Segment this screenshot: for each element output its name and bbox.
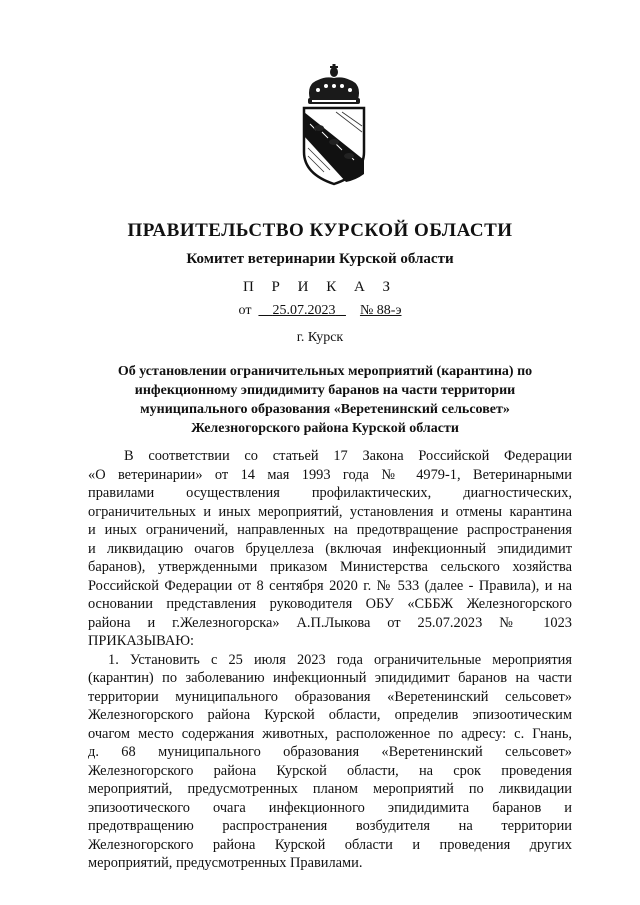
preamble-line: Российской Федерации от 8 сентября 2020 г. № 533 (далее - Правила), и на: [88, 577, 572, 594]
item-line: д. 68 муниципального образования «Веретенинский сельсовет»: [88, 744, 572, 760]
committee-name: Комитет ветеринарии Курской области: [186, 251, 454, 267]
item-line: очагом место содержания животных, расположенное по адресу: с. Гнань,: [88, 725, 572, 742]
document-type: П Р И К А З: [242, 279, 398, 295]
item-line: предотвращению распространения возбудителя на территории: [88, 818, 572, 834]
item-line: Железногорского района Курской области и проведения других: [88, 836, 572, 853]
preamble-line: баранов), утвержденными приказом Министерства сельского хозяйства: [88, 559, 572, 575]
item-line: (карантин) по заболеванию инфекционный эпидидимит баранов на части: [88, 670, 572, 686]
item-line: территории муниципального образования «Веретенинский сельсовет»: [88, 688, 572, 705]
item-line: Железногорского района Курской области, определив эпизоотическим: [88, 707, 572, 723]
document-subject: [100, 362, 550, 438]
preamble-line: основании представления руководителя ОБУ «СББЖ Железногорского: [88, 596, 572, 612]
kursk-coat-of-arms-icon: [296, 62, 372, 186]
order-word: ПРИКАЗЫВАЮ:: [88, 633, 195, 649]
preamble-line: правилами осуществления профилактических, диагностических,: [88, 485, 572, 501]
preamble-line: ограничительных и иных мероприятий, установления и отмены карантина: [88, 503, 572, 520]
date-line: [0, 303, 640, 319]
preamble-line: и ликвидацию очагов бруцеллеза (включая инфекционный эпидидимит: [88, 540, 572, 557]
item-line: Железногорского района Курской области, на срок проведения: [88, 762, 572, 779]
item-line: мероприятий, предусмотренных Правилами.: [88, 855, 363, 871]
subject-line: инфекционному эпидидимиту баранов на части территории: [134, 383, 516, 398]
government-title: ПРАВИТЕЛЬСТВО КУРСКОЙ ОБЛАСТИ: [127, 220, 513, 241]
document-date: 25.07.2023: [272, 303, 336, 318]
document-number: № 88-э: [359, 303, 402, 318]
preamble-line: «О ветеринарии» от 14 мая 1993 года № 4979-1, Ветеринарными: [88, 466, 572, 483]
subject-line: Железногорского района Курской области: [191, 421, 459, 436]
preamble-line: и иных ограничений, направленных на предотвращение распространения: [88, 522, 572, 538]
preamble-line: района и г.Железногорска» А.П.Лыкова от 25.07.2023 № 1023: [88, 614, 572, 631]
item-line: мероприятий, предусмотренных планом мероприятий по ликвидации: [88, 781, 572, 797]
subject-line: муниципального образования «Веретенинский сельсовет»: [140, 402, 510, 417]
item-line: 1. Установить с 25 июля 2023 года ограничительные мероприятия: [108, 651, 572, 668]
document-body: [88, 447, 572, 873]
date-prefix: от: [238, 303, 252, 318]
item-line: эпизоотического очага инфекционного эпидидимита баранов и: [88, 799, 572, 816]
preamble-line: В соответствии со статьей 17 Закона Российской Федерации: [124, 448, 572, 464]
subject-line: Об установлении ограничительных мероприятий (карантина) по: [117, 364, 533, 379]
document-city: г. Курск: [296, 330, 344, 345]
